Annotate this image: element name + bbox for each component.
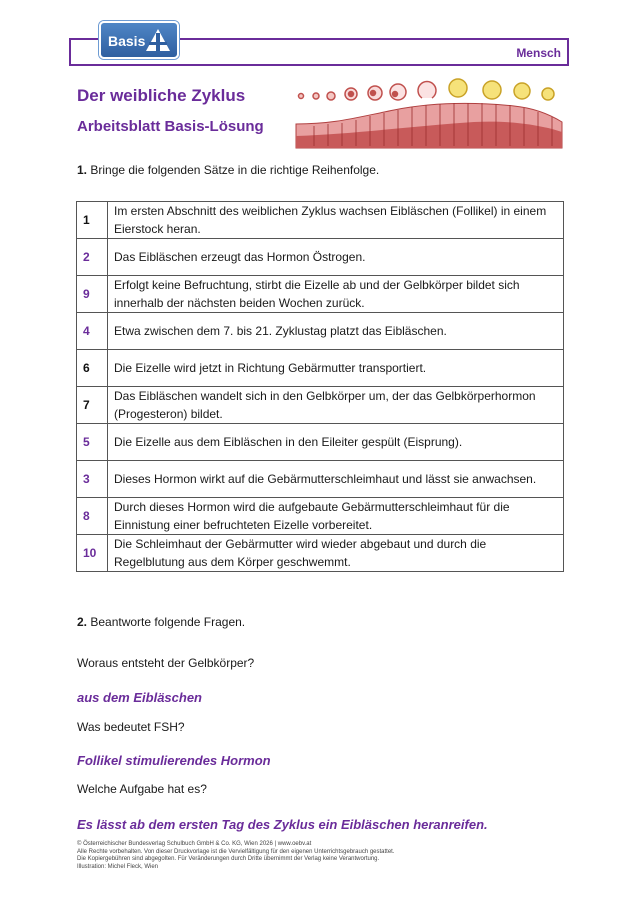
row-number: 4 [77,313,108,350]
row-text: Etwa zwischen dem 7. bis 21. Zyklustag platzt das Eibläschen. [108,313,564,350]
question-2: Was bedeutet FSH? [77,720,185,734]
row-number: 10 [77,535,108,572]
row-text: Das Eibläschen wandelt sich in den Gelbkörper um, der das Gelbkörperhormon (Progesteron) bildet. [108,387,564,424]
page-subtitle: Arbeitsblatt Basis-Lösung [77,118,264,135]
table-row [77,239,564,276]
table-row [77,498,564,535]
row-number: 8 [77,498,108,535]
footer-line: Illustration: Michel Fleck, Wien [77,863,159,870]
row-number: 6 [77,350,108,387]
answer-1: aus dem Eibläschen [77,690,202,705]
ordering-table [76,201,564,572]
table-row [77,387,564,424]
footer-line: Die Kopiergebühren sind abgegolten. Für Veränderungen durch Dritte übernimmt der Verlag keine Verantwortung. [77,856,380,862]
row-text: Im ersten Abschnitt des weiblichen Zyklus wachsen Eibläschen (Follikel) in einem Eierstock heran. [108,202,564,239]
question-3: Welche Aufgabe hat es? [77,782,207,796]
subject-label: Mensch [516,46,561,60]
row-text: Das Eibläschen erzeugt das Hormon Östrogen. [108,239,564,276]
footer-copyright [77,841,395,871]
row-text: Erfolgt keine Befruchtung, stirbt die Eizelle ab und der Gelbkörper bildet sich innerhalb der nächsten beiden Wochen zurück. [108,276,564,313]
task-2-text: Beantworte folgende Fragen. [90,615,246,629]
row-text: Dieses Hormon wirkt auf die Gebärmutterschleimhaut und lässt sie anwachsen. [108,461,564,498]
task-2-instruction [77,615,245,629]
table-row [77,535,564,572]
row-number: 5 [77,424,108,461]
triangle-icon [145,27,171,53]
table-row [77,424,564,461]
cycle-illustration [294,74,564,150]
row-text: Die Schleimhaut der Gebärmutter wird wieder abgebaut und durch die Regelblutung aus dem Körper geschwemmt. [108,535,564,572]
answer-2: Follikel stimulierendes Hormon [77,753,271,768]
row-number: 7 [77,387,108,424]
table-row [77,461,564,498]
row-number: 3 [77,461,108,498]
follicle-stages-illustration [299,79,555,100]
row-number: 2 [77,239,108,276]
row-number: 1 [77,202,108,239]
table-row [77,202,564,239]
uterine-lining-illustration [296,103,562,148]
logo-text: Basis [108,33,146,49]
task-1-text: Bringe die folgenden Sätze in die richtige Reihenfolge. [90,163,380,177]
question-1: Woraus entsteht der Gelbkörper? [77,656,255,670]
table-row [77,350,564,387]
table-row [77,313,564,350]
footer-line: Alle Rechte vorbehalten. Von dieser Druckvorlage ist die Vervielfältigung für den eigenen Unterrichtsgebrauch gestattet. [77,848,395,855]
row-text: Die Eizelle aus dem Eibläschen in den Eileiter gespült (Eisprung). [108,424,564,461]
answer-3: Es lässt ab dem ersten Tag des Zyklus ein Eibläschen heranreifen. [77,817,488,832]
row-text: Durch dieses Hormon wird die aufgebaute Gebärmutterschleimhaut für die Einnistung einer befruchteten Eizelle vorbereitet. [108,498,564,535]
task-2-number: 2. [77,615,88,629]
task-1-instruction [77,163,379,177]
table-row [77,276,564,313]
page-title: Der weibliche Zyklus [77,86,246,105]
basis-logo [99,21,179,59]
row-number: 9 [77,276,108,313]
row-text: Die Eizelle wird jetzt in Richtung Gebärmutter transportiert. [108,350,564,387]
task-1-number: 1. [77,163,88,177]
footer-line: © Österreichischer Bundesverlag Schulbuch GmbH & Co. KG, Wien 2026 | www.oebv.at [77,841,312,847]
